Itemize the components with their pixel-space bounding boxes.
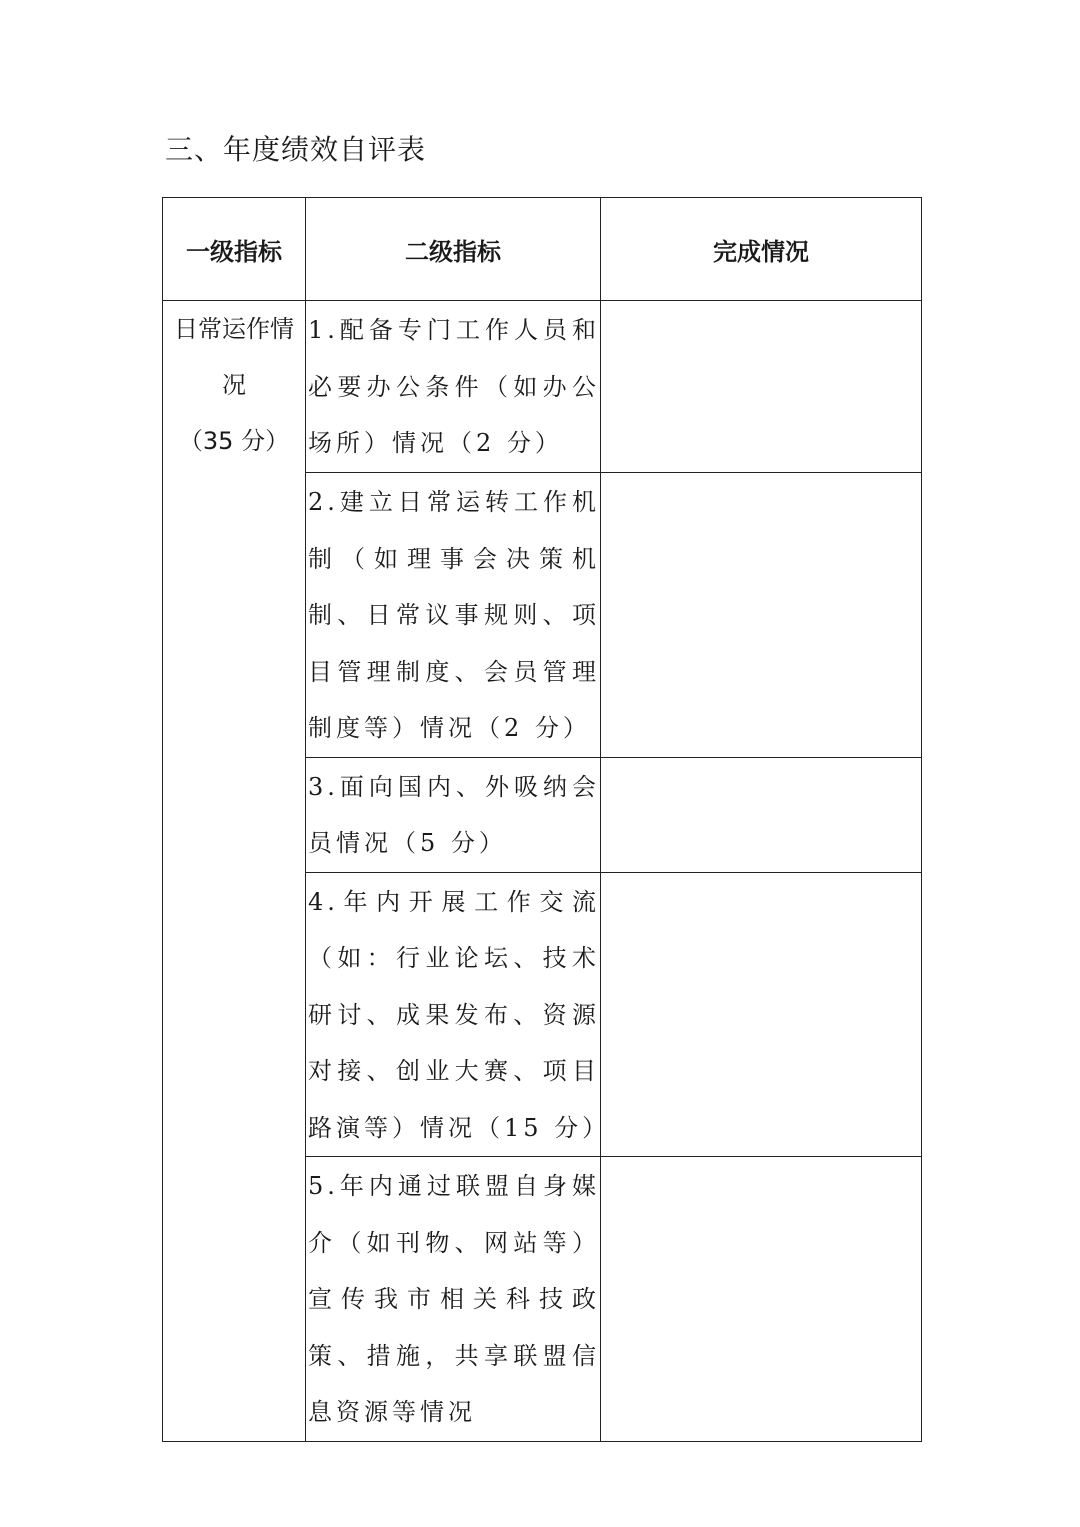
indicator-text: 4.年内开展工作交流（如：行业论坛、技术研讨、成果发布、资源对接、创业大赛、项目路演等）情况（15 分）	[308, 887, 611, 1142]
header-level2-indicator: 二级指标	[306, 198, 601, 301]
completion-cell[interactable]	[601, 872, 922, 1157]
level1-name-line1: 日常运作情	[174, 315, 294, 343]
indicator-text: 2.建立日常运转工作机制（如理事会决策机制、日常议事规则、项目管理制度、会员管理制度等）情况（2 分）	[308, 488, 600, 742]
level2-indicator-cell	[306, 872, 611, 1157]
level1-name-line2: 况	[222, 371, 246, 399]
completion-cell[interactable]	[601, 757, 922, 872]
completion-cell[interactable]	[601, 473, 922, 758]
self-evaluation-table	[162, 197, 922, 1442]
completion-cell[interactable]	[601, 301, 922, 473]
completion-cell[interactable]	[601, 1157, 922, 1442]
level2-indicator-cell	[306, 301, 601, 473]
table-header-row	[163, 198, 922, 301]
level1-score: （35 分）	[178, 427, 290, 455]
section-title: 三、年度绩效自评表	[165, 133, 427, 166]
header-completion: 完成情况	[601, 198, 922, 301]
indicator-text: 1.配备专门工作人员和必要办公条件（如办公场所）情况（2 分）	[308, 316, 600, 457]
table-row	[163, 301, 922, 473]
header-level1-indicator: 一级指标	[163, 198, 306, 301]
level1-indicator-cell	[163, 301, 306, 1442]
level2-indicator-cell	[306, 1157, 601, 1442]
level2-indicator-cell	[306, 473, 601, 758]
indicator-text: 5.年内通过联盟自身媒介（如刊物、网站等）宣传我市相关科技政策、措施，共享联盟信息资源等情况	[308, 1172, 600, 1426]
indicator-text: 3.面向国内、外吸纳会员情况（5 分）	[308, 772, 600, 857]
level2-indicator-cell	[306, 757, 601, 872]
